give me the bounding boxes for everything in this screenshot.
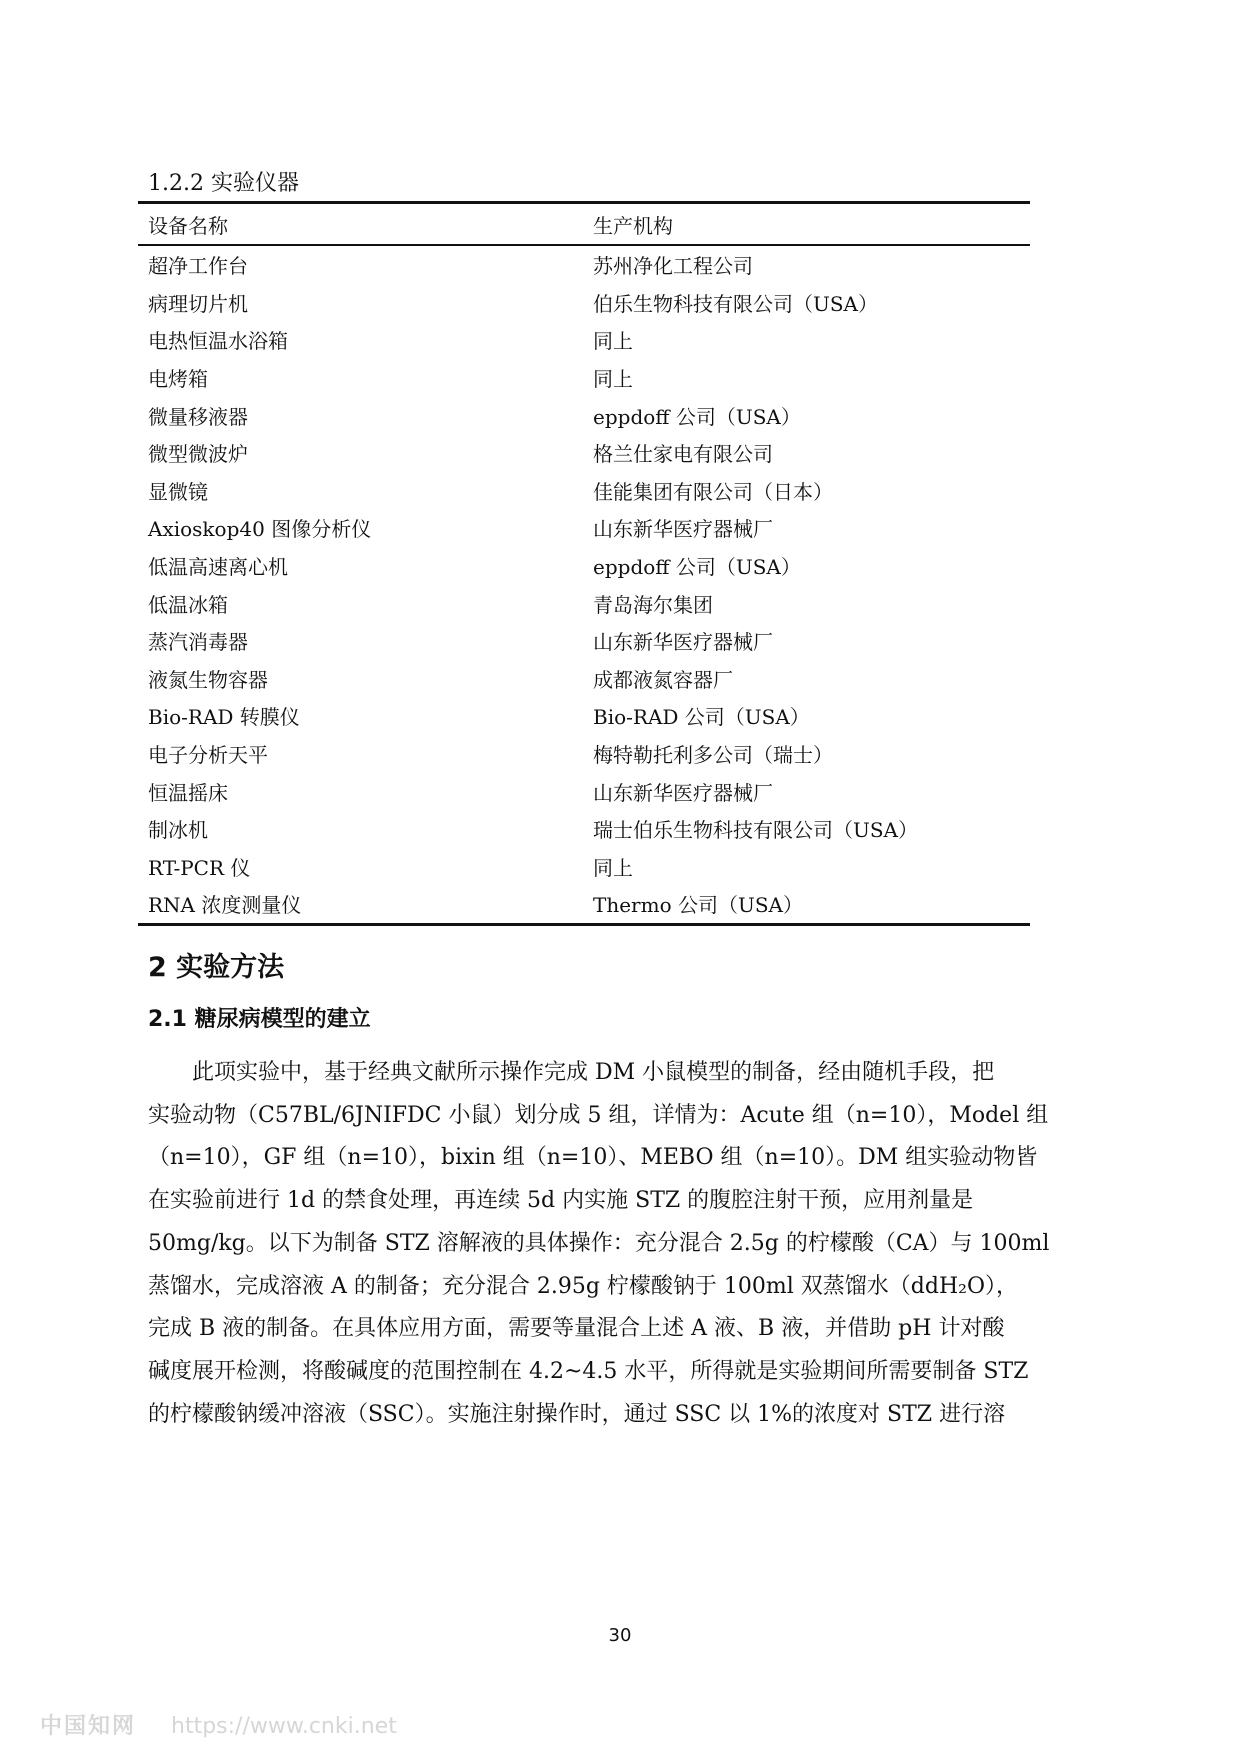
device-name-cell: RNA 浓度测量仪 [148, 893, 302, 918]
table-row [138, 547, 1030, 585]
table-row [138, 848, 1030, 886]
manufacturer-cell: 同上 [593, 329, 633, 354]
section-heading-2: 2 实验方法 [148, 952, 285, 983]
table-row [138, 284, 1030, 322]
device-name-cell: 显微镜 [148, 479, 208, 504]
table-row [138, 697, 1030, 735]
manufacturer-cell: 同上 [593, 367, 633, 392]
table-row [138, 660, 1030, 698]
section-heading-2-1: 2.1 糖尿病模型的建立 [148, 1007, 371, 1032]
paragraph-line: 碱度展开检测，将酸碱度的范围控制在 4.2~4.5 水平，所得就是实验期间所需要制备 STZ [148, 1358, 1029, 1384]
device-name-cell: 电热恒温水浴箱 [148, 329, 288, 354]
device-name-cell: RT-PCR 仪 [148, 855, 251, 880]
paragraph-line: 实验动物（C57BL/6JNIFDC 小鼠）划分成 5 组，详情为：Acute 组（n=10），Model 组 [148, 1102, 1049, 1128]
table-bottom-rule [138, 923, 1030, 926]
manufacturer-cell: Bio-RAD 公司（USA） [593, 705, 810, 730]
device-name-cell: 电烤箱 [148, 367, 208, 392]
manufacturer-cell: 山东新华医疗器械厂 [593, 780, 773, 805]
device-name-cell: Bio-RAD 转膜仪 [148, 705, 300, 730]
manufacturer-cell: 青岛海尔集团 [593, 592, 713, 617]
section-heading-1-2-2: 1.2.2 实验仪器 [148, 171, 299, 196]
device-name-cell: 恒温摇床 [148, 780, 228, 805]
paragraph-line: 50mg/kg。以下为制备 STZ 溶解液的具体操作：充分混合 2.5g 的柠檬酸（CA）与 100ml [148, 1230, 1050, 1256]
header-device-name: 设备名称 [148, 213, 228, 238]
device-name-cell: 电子分析天平 [148, 743, 268, 768]
page-number: 30 [608, 1625, 632, 1646]
manufacturer-cell: 佳能集团有限公司（日本） [593, 479, 833, 504]
table-row [138, 321, 1030, 359]
manufacturer-cell: 梅特勒托利多公司（瑞士） [593, 743, 833, 768]
device-name-cell: 液氮生物容器 [148, 667, 268, 692]
table-row [138, 434, 1030, 472]
manufacturer-cell: 同上 [593, 855, 633, 880]
table-row [138, 509, 1030, 547]
instrument-table [138, 201, 1030, 926]
paragraph-line: 的柠檬酸钠缓冲溶液（SSC）。实施注射操作时，通过 SSC 以 1%的浓度对 STZ 进行溶 [148, 1401, 1006, 1427]
paragraph-line: 蒸馏水，完成溶液 A 的制备；充分混合 2.95g 柠檬酸钠于 100ml 双蒸馏水（ddH₂O）， [148, 1273, 1019, 1299]
table-row [138, 735, 1030, 773]
device-name-cell: 蒸汽消毒器 [148, 630, 248, 655]
device-name-cell: 微型微波炉 [148, 442, 248, 467]
manufacturer-cell: 山东新华医疗器械厂 [593, 517, 773, 542]
watermark-brand: 中国知网 [40, 1714, 137, 1739]
paragraph-line: 完成 B 液的制备。在具体应用方面，需要等量混合上述 A 液、B 液，并借助 pH 计对酸 [148, 1316, 1005, 1342]
paragraph-line: 在实验前进行 1d 的禁食处理，再连续 5d 内实施 STZ 的腹腔注射干预，应用剂量是 [148, 1188, 974, 1214]
table-body [138, 246, 1030, 923]
table-row [138, 396, 1030, 434]
table-row [138, 472, 1030, 510]
watermark-url: https://www.cnki.net [171, 1714, 397, 1739]
manufacturer-cell: 成都液氮容器厂 [593, 667, 733, 692]
manufacturer-cell: eppdoff 公司（USA） [593, 404, 801, 429]
manufacturer-cell: Thermo 公司（USA） [593, 893, 803, 918]
device-name-cell: 微量移液器 [148, 404, 248, 429]
paragraph-line: 此项实验中，基于经典文献所示操作完成 DM 小鼠模型的制备，经由随机手段，把 [192, 1060, 995, 1085]
table-row [138, 359, 1030, 397]
device-name-cell: Axioskop40 图像分析仪 [148, 517, 372, 542]
table-row [138, 584, 1030, 622]
body-paragraph [148, 1052, 1103, 1436]
header-manufacturer: 生产机构 [593, 213, 673, 238]
device-name-cell: 低温高速离心机 [148, 555, 288, 580]
manufacturer-cell: 山东新华医疗器械厂 [593, 630, 773, 655]
manufacturer-cell: 苏州净化工程公司 [593, 254, 753, 279]
device-name-cell: 病理切片机 [148, 291, 248, 316]
manufacturer-cell: eppdoff 公司（USA） [593, 555, 801, 580]
table-row [138, 810, 1030, 848]
manufacturer-cell: 格兰仕家电有限公司 [593, 442, 773, 467]
table-row [138, 885, 1030, 923]
manufacturer-cell: 伯乐生物科技有限公司（USA） [593, 291, 878, 316]
manufacturer-cell: 瑞士伯乐生物科技有限公司（USA） [593, 818, 918, 843]
table-header-row [138, 204, 1030, 244]
device-name-cell: 制冰机 [148, 818, 208, 843]
table-row [138, 622, 1030, 660]
table-row [138, 246, 1030, 284]
paragraph-line: （n=10），GF 组（n=10），bixin 组（n=10）、MEBO 组（n=10）。DM 组实验动物皆 [148, 1145, 1038, 1171]
table-row [138, 772, 1030, 810]
device-name-cell: 低温冰箱 [148, 592, 228, 617]
cnki-watermark [40, 1709, 397, 1740]
device-name-cell: 超净工作台 [148, 254, 248, 279]
